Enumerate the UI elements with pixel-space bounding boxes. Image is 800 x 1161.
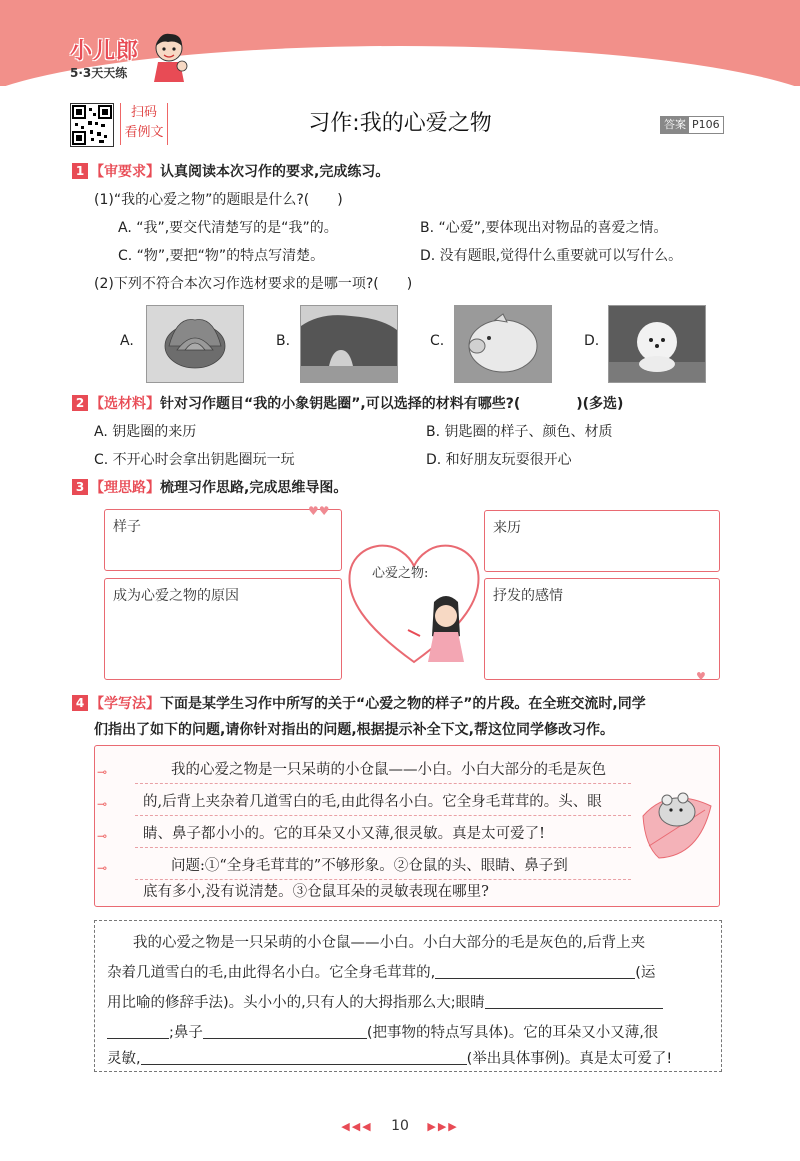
blank-fur-simile[interactable] bbox=[435, 962, 635, 979]
q1-sub1: (1)“我的心爱之物”的题眼是什么?( ) bbox=[94, 192, 343, 208]
img-option-a-label: A. bbox=[120, 333, 134, 349]
q1-option-d[interactable]: D. 没有题眼,觉得什么重要就可以写什么。 bbox=[420, 248, 683, 264]
q4-tag: 【学写法】 bbox=[90, 696, 160, 712]
q1-heading bbox=[72, 162, 389, 182]
answer-page: P106 bbox=[692, 118, 720, 131]
blank-eyes-cont[interactable] bbox=[107, 1022, 169, 1039]
mindmap-box-feeling[interactable] bbox=[484, 578, 720, 680]
q2-number: 2 bbox=[72, 395, 88, 411]
q3-number: 3 bbox=[72, 479, 88, 495]
q1-tag: 【审要求】 bbox=[90, 164, 160, 180]
q2-heading bbox=[72, 394, 623, 414]
q3-heading bbox=[72, 478, 347, 498]
mindmap-box-reason[interactable] bbox=[104, 578, 342, 680]
q1-option-c[interactable]: C. “物”,要把“物”的特点写清楚。 bbox=[118, 248, 325, 264]
q4-heading bbox=[72, 694, 646, 714]
binder-hook-icon: ⊸ bbox=[97, 861, 108, 875]
mascot-boy-icon bbox=[148, 30, 190, 82]
succulent-photo[interactable] bbox=[146, 305, 244, 383]
q1-number: 1 bbox=[72, 163, 88, 179]
heart-small-icon: ♥ bbox=[696, 670, 706, 683]
q1-option-a[interactable]: A. “我”,要交代清楚写的是“我”的。 bbox=[118, 220, 338, 236]
mindmap-label-origin: 来历 bbox=[493, 520, 521, 536]
mindmap-box-appearance[interactable] bbox=[104, 509, 342, 571]
q4-instruction-line2: 们指出了如下的问题,请你针对指出的问题,根据提示补全下文,帮这位同学修改习作。 bbox=[94, 722, 614, 738]
rewrite-text: 用比喻的修辞手法)。头小小的,只有人的大拇指那么大;眼睛 bbox=[107, 995, 485, 1011]
answer-reference bbox=[660, 116, 724, 134]
q2-option-c[interactable]: C. 不开心时会拿出钥匙圈玩一玩 bbox=[94, 452, 295, 468]
excerpt-line: 睛、鼻子都小小的。它的耳朵又小又薄,很灵敏。真是太可爱了! bbox=[143, 826, 545, 842]
puppy-photo[interactable] bbox=[608, 305, 706, 383]
scan-hint-line1: 扫码 bbox=[130, 105, 157, 120]
excerpt-line: 我的心爱之物是一只呆萌的小仓鼠——小白。小白大部分的毛是灰色 bbox=[171, 762, 606, 778]
blank-ears-example[interactable] bbox=[141, 1048, 467, 1065]
img-option-b-label: B. bbox=[276, 333, 291, 349]
heart-decoration-icon: ♥♥ bbox=[308, 504, 330, 518]
binder-hook-icon: ⊸ bbox=[97, 765, 108, 779]
rewrite-text: (把事物的特点写具体)。它的耳朵又小又薄,很 bbox=[366, 1025, 659, 1041]
answer-key-label: 答案 bbox=[661, 117, 689, 133]
rewrite-box bbox=[94, 920, 722, 1072]
scan-hint-line2: 看例文 bbox=[124, 125, 164, 140]
blank-nose[interactable] bbox=[203, 1022, 367, 1039]
img-option-d-label: D. bbox=[584, 333, 600, 349]
binder-hook-icon: ⊸ bbox=[97, 797, 108, 811]
q1-option-b[interactable]: B. “心爱”,要体现出对物品的喜爱之情。 bbox=[420, 220, 668, 236]
mindmap-label-appearance: 样子 bbox=[113, 519, 141, 535]
mindmap-label-reason: 成为心爱之物的原因 bbox=[113, 588, 239, 604]
hamster-on-leaf-icon bbox=[639, 776, 715, 866]
blank-eyes[interactable] bbox=[485, 992, 663, 1009]
page-title: 习作:我的心爱之物 bbox=[308, 111, 492, 136]
q3-tag: 【理思路】 bbox=[90, 480, 160, 496]
rewrite-text: 杂着几道雪白的毛,由此得名小白。它全身毛茸茸的, bbox=[107, 965, 436, 981]
rewrite-text: (运 bbox=[635, 965, 656, 981]
student-excerpt-box bbox=[94, 745, 720, 907]
q3-instruction: 梳理习作思路,完成思维导图。 bbox=[160, 480, 348, 496]
mindmap-box-origin[interactable] bbox=[484, 510, 720, 572]
q1-sub2: (2)下列不符合本次习作选材要求的是哪一项?( ) bbox=[94, 276, 413, 292]
rewrite-line2 bbox=[107, 957, 655, 989]
rewrite-line5 bbox=[107, 1043, 672, 1075]
q2-option-d[interactable]: D. 和好朋友玩耍很开心 bbox=[426, 452, 572, 468]
heart-label: 心爱之物: bbox=[372, 566, 429, 581]
page-footer bbox=[0, 1118, 800, 1134]
mindmap-label-feeling: 抒发的感情 bbox=[493, 588, 563, 604]
elephant-trunk-hill-photo[interactable] bbox=[300, 305, 398, 383]
brand-subtitle: 5·3天天练 bbox=[70, 66, 128, 80]
excerpt-line: 的,后背上夹杂着几道雪白的毛,由此得名小白。它全身毛茸茸的。头、眼 bbox=[143, 794, 602, 810]
rewrite-line: 我的心爱之物是一只呆萌的小仓鼠——小白。小白大部分的毛是灰色的,后背上夹 bbox=[133, 935, 646, 951]
rewrite-text: ;鼻子 bbox=[169, 1025, 203, 1041]
rewrite-text: (举出具体事例)。真是太可爱了! bbox=[466, 1051, 673, 1067]
binder-hook-icon: ⊸ bbox=[97, 829, 108, 843]
right-arrows-icon: ▶▶▶ bbox=[427, 1120, 459, 1133]
q1-instruction: 认真阅读本次习作的要求,完成练习。 bbox=[160, 164, 390, 180]
rewrite-line3 bbox=[107, 987, 663, 1019]
img-option-c-label: C. bbox=[430, 333, 445, 349]
problem-line: 问题:①“全身毛茸茸的”不够形象。②仓鼠的头、眼睛、鼻子到 bbox=[171, 858, 568, 874]
problem-line: 底有多小,没有说清楚。③仓鼠耳朵的灵敏表现在哪里? bbox=[143, 884, 489, 900]
piggy-bank-photo[interactable] bbox=[454, 305, 552, 383]
q2-tag: 【选材料】 bbox=[90, 396, 160, 412]
q2-option-a[interactable]: A. 钥匙圈的来历 bbox=[94, 424, 197, 440]
left-arrows-icon: ◀◀◀ bbox=[341, 1120, 373, 1133]
q4-number: 4 bbox=[72, 695, 88, 711]
center-heart-shape[interactable] bbox=[344, 536, 484, 666]
q2-option-b[interactable]: B. 钥匙圈的样子、颜色、材质 bbox=[426, 424, 613, 440]
page-number: 10 bbox=[391, 1118, 409, 1134]
q2-instruction: 针对习作题目“我的小象钥匙圈”,可以选择的材料有哪些?( )(多选) bbox=[160, 396, 624, 412]
brand-logo-text: 小儿郎 bbox=[70, 39, 140, 64]
rewrite-text: 灵敏, bbox=[107, 1051, 141, 1067]
q4-instruction-line1: 下面是某学生习作中所写的关于“心爱之物的样子”的片段。在全班交流时,同学 bbox=[160, 696, 646, 712]
